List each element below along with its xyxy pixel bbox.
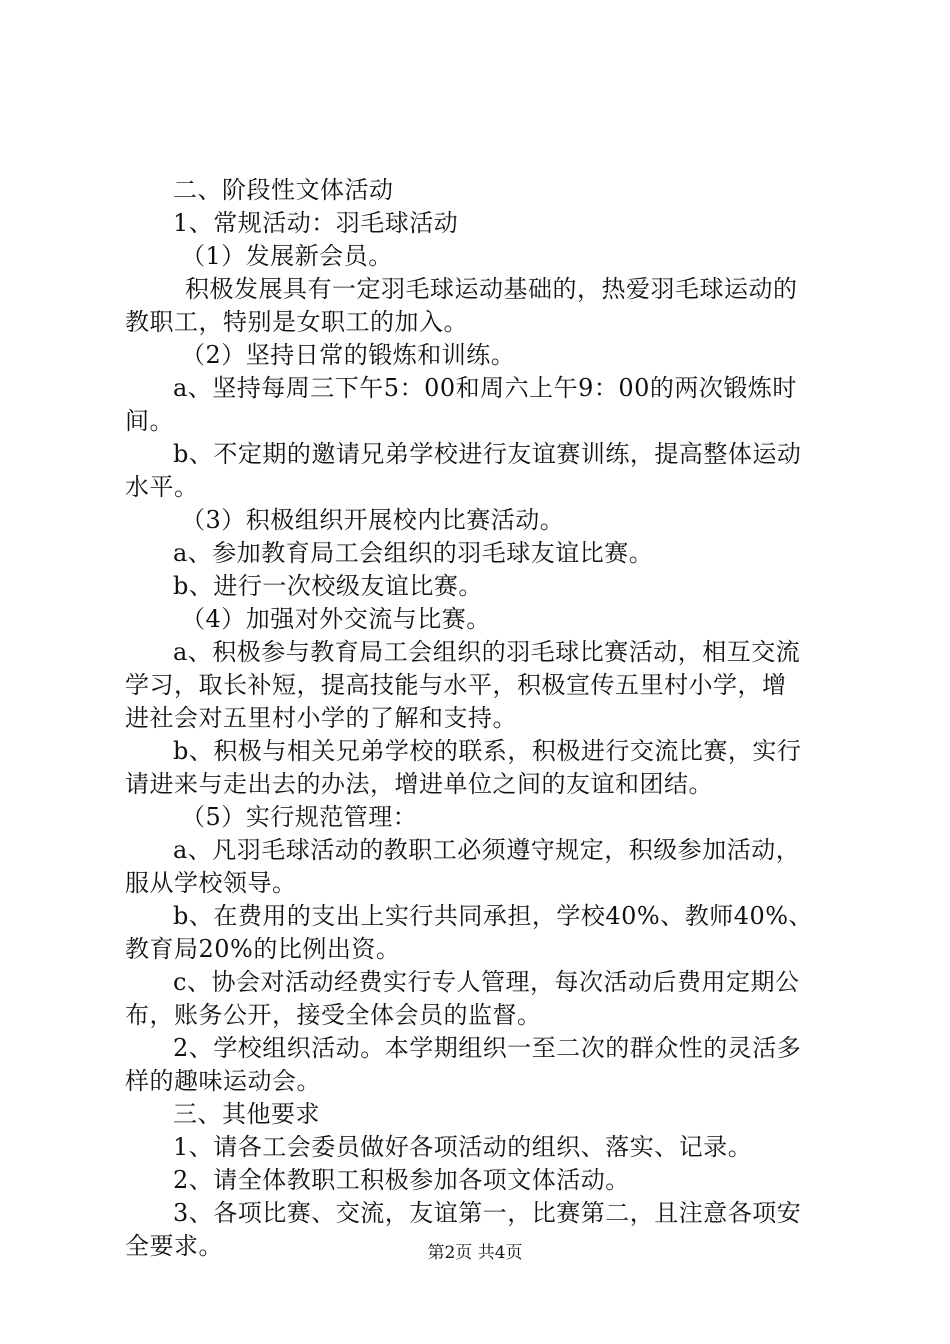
document-body (125, 174, 837, 1263)
text-line: （4）加强对外交流与比赛。 (181, 605, 491, 633)
text-line: 教育局20%的比例出资。 (125, 935, 401, 963)
text-line: （1）发展新会员。 (181, 242, 393, 270)
text-line: 1、常规活动：羽毛球活动 (173, 209, 459, 237)
text-line: （2）坚持日常的锻炼和训练。 (181, 341, 516, 369)
text-line: 1、请各工会委员做好各项活动的组织、落实、记录。 (173, 1133, 753, 1161)
text-line: （5）实行规范管理： (181, 803, 418, 831)
text-line: 布，账务公开，接受全体会员的监督。 (125, 1001, 542, 1029)
text-line: 全要求。 (125, 1232, 223, 1260)
text-line: 二、阶段性文体活动 (173, 176, 394, 204)
text-line: 3、各项比赛、交流，友谊第一，比赛第二，且注意各项安 (173, 1199, 802, 1227)
text-line: （3）积极组织开展校内比赛活动。 (181, 506, 565, 534)
text-line: b、积极与相关兄弟学校的联系，积极进行交流比赛，实行 (173, 737, 802, 765)
text-line: 三、其他要求 (173, 1100, 320, 1128)
text-line: 水平。 (125, 473, 199, 501)
text-line: 请进来与走出去的办法，增进单位之间的友谊和团结。 (125, 770, 713, 798)
text-line: a、参加教育局工会组织的羽毛球友谊比赛。 (173, 539, 654, 567)
text-line: a、积极参与教育局工会组织的羽毛球比赛活动，相互交流 (173, 638, 801, 666)
text-line: c、协会对活动经费实行专人管理，每次活动后费用定期公 (173, 968, 800, 996)
text-line: 2、请全体教职工积极参加各项文体活动。 (173, 1166, 630, 1194)
text-line: 间。 (125, 407, 174, 435)
text-line: 进社会对五里村小学的了解和支持。 (125, 704, 517, 732)
text-line: 服从学校领导。 (125, 869, 297, 897)
text-line: 样的趣味运动会。 (125, 1067, 321, 1095)
text-line: 2、学校组织活动。本学期组织一至二次的群众性的灵活多 (173, 1034, 802, 1062)
text-line: b、进行一次校级友谊比赛。 (173, 572, 483, 600)
text-line: 积极发展具有一定羽毛球运动基础的，热爱羽毛球运动的 (185, 275, 798, 303)
text-line: b、不定期的邀请兄弟学校进行友谊赛训练，提高整体运动 (173, 440, 802, 468)
text-line: 学习，取长补短，提高技能与水平，积极宣传五里村小学，增 (125, 671, 787, 699)
page-footer: 第2页 共4页 (427, 1243, 523, 1263)
text-line: a、坚持每周三下午5：00和周六上午9：00的两次锻炼时 (173, 374, 797, 402)
text-line: 教职工，特别是女职工的加入。 (125, 308, 468, 336)
text-line: a、凡羽毛球活动的教职工必须遵守规定，积级参加活动， (173, 836, 801, 864)
text-line: b、在费用的支出上实行共同承担，学校40%、教师40%、 (173, 902, 814, 930)
